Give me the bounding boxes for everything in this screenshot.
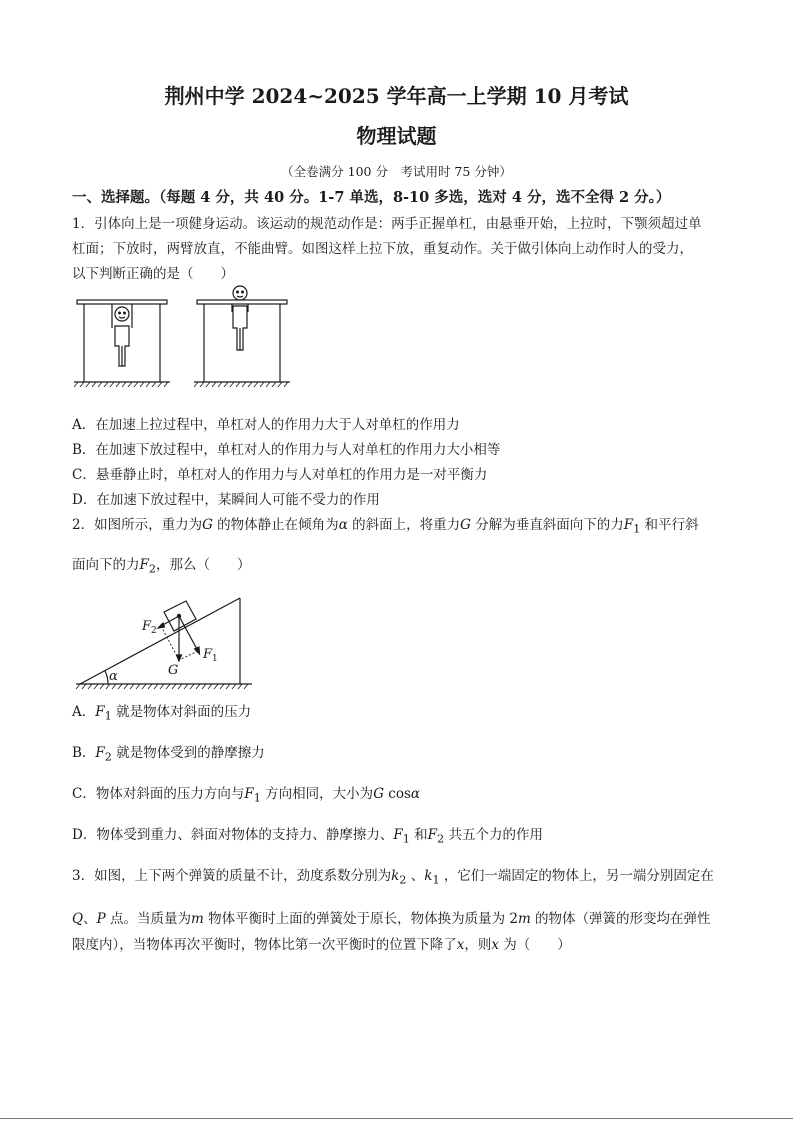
- q1-option-d: D．在加速下放过程中，某瞬间人可能不受力的作用: [72, 492, 380, 508]
- f2-label: $F_2$: [142, 619, 157, 636]
- incline-surface: [80, 598, 240, 684]
- q2-option-d: D．物体受到重力、斜面对物体的支持力、静摩擦力、$F_1$ 和$F_2$ 共五个力的作用: [72, 827, 544, 846]
- q2-stem-line-2: 面向下的力$F_2$，那么（ ）: [72, 557, 251, 576]
- q3-stem-line-3: 限度内），当物体再次平衡时，物体比第一次平衡时的位置下降了x，则x 为（ ）: [72, 937, 571, 953]
- pullup-hanging-figure: [74, 300, 170, 387]
- q2-option-c: C．物体对斜面的压力方向与$F_1$ 方向相同，大小为G cosα: [72, 786, 421, 805]
- pullup-raised-figure: [194, 286, 290, 387]
- q1-stem-line-2: 杠面；下放时，两臂放直，不能曲臂。如图这样上拉下放，重复动作。关于做引体向上动作时人的受力，: [72, 241, 693, 257]
- q2-incline-figure: [72, 588, 257, 690]
- q3-stem-line-1: 3．如图，上下两个弹簧的质量不计，劲度系数分别为$k_2$ 、$k_1$ ，它们一端固定的物体上，另一端分别固定在: [72, 868, 714, 887]
- g-label: G: [168, 663, 179, 678]
- exam-info: （全卷满分 100 分 考试用时 75 分钟）: [281, 164, 512, 179]
- q1-stem-line-1: 1．引体向上是一项健身运动。该运动的规范动作是：两手正握单杠，由悬垂开始，上拉时，下颚须超过单: [72, 216, 702, 232]
- q2-option-b: B．$F_2$ 就是物体受到的静摩擦力: [72, 745, 265, 764]
- q1-option-b: B．在加速下放过程中，单杠对人的作用力与人对单杠的作用力大小相等: [72, 442, 501, 458]
- exam-title: 荆州中学 2024~2025 学年高一上学期 10 月考试: [164, 84, 629, 108]
- f1-arrow: [179, 616, 198, 651]
- f1-label: $F_1$: [203, 647, 218, 664]
- q2-stem-line-1: 2．如图所示，重力为G 的物体静止在倾角为α 的斜面上，将重力G 分解为垂直斜面向下的力$F_1$ 和平行斜: [72, 517, 699, 536]
- q1-pullup-figure: [72, 282, 297, 392]
- page-footer-rule: [0, 1118, 793, 1119]
- q1-option-c: C．悬垂静止时，单杠对人的作用力与人对单杠的作用力是一对平衡力: [72, 467, 488, 483]
- q2-option-a: A．$F_1$ 就是物体对斜面的压力: [72, 704, 252, 723]
- alpha-label: α: [109, 669, 118, 684]
- q1-option-a: A．在加速上拉过程中，单杠对人的作用力大于人对单杠的作用力: [72, 417, 460, 433]
- q3-stem-line-2: Q、P 点。当质量为m 物体平衡时上面的弹簧处于原长，物体换为质量为 2m 的物体（弹簧的形变均在弹性: [72, 911, 711, 927]
- q1-stem-line-3: 以下判断正确的是（ ）: [72, 266, 234, 282]
- subject-title: 物理试题: [356, 124, 437, 148]
- section-heading: 一、选择题。（每题 4 分，共 40 分。1-7 单选，8-10 多选，选对 4 分，选不全得 2 分。）: [72, 189, 671, 206]
- angle-arc: [105, 671, 108, 684]
